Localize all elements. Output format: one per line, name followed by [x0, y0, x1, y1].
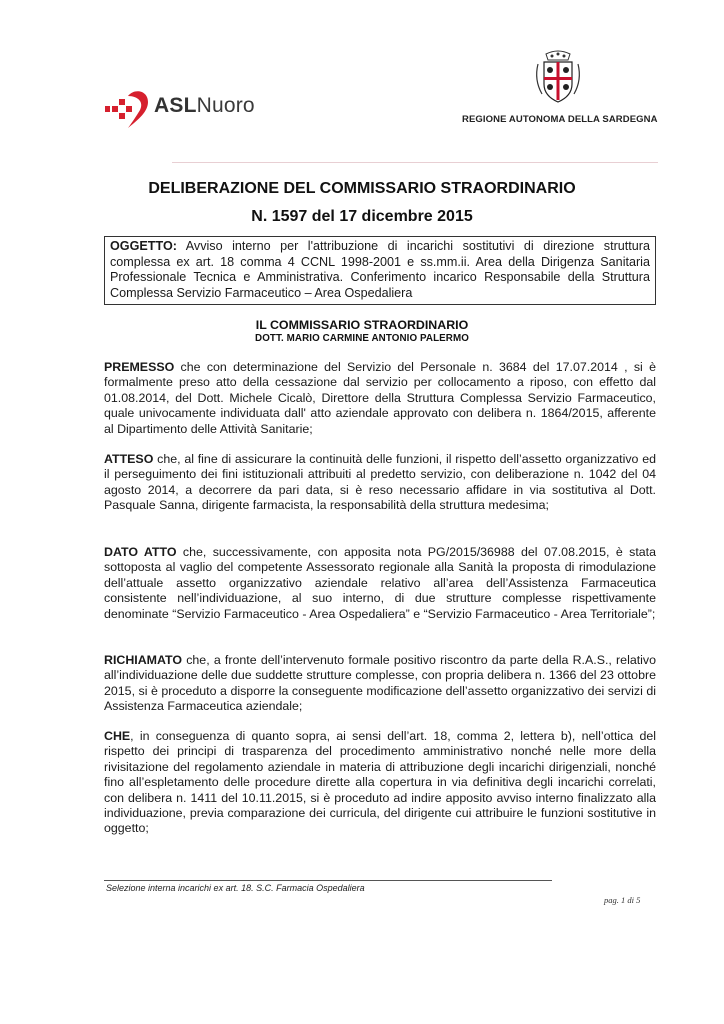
- footer-note: Selezione interna incarichi ex art. 18. S.C. Farmacia Ospedaliera: [106, 883, 365, 893]
- commissioner-name: DOTT. MARIO CARMINE ANTONIO PALERMO: [255, 333, 469, 344]
- region-name: REGIONE AUTONOMA DELLA SARDEGNA: [462, 114, 658, 125]
- footer-divider: [104, 880, 552, 881]
- page-number: pag. 1 di 5: [604, 895, 641, 905]
- deliberation-number: N. 1597 del 17 dicembre 2015: [251, 208, 473, 225]
- regione-sardegna-emblem-icon: [532, 50, 584, 106]
- subject-box: [104, 236, 656, 305]
- document-title: DELIBERAZIONE DEL COMMISSARIO STRAORDINARIO: [148, 180, 576, 197]
- asl-logo-wordmark: ASLNuoro: [154, 94, 255, 117]
- paragraph-dato-atto: DATO ATTO che, successivamente, con apposita nota PG/2015/36988 del 07.08.2015, è stata sottoposta al vaglio del competente Assessorato regionale alla Sanità la proposta di rimodulazione dell’attuale assetto organizzativo aziendale relativo all’area dell’Assistenza Farmaceutica consistente nell’individuazione, al suo interno, di due strutture complesse rispettivamente denominate “Servizio Farmaceutico - Area Ospedaliera” e “Servizio Farmaceutico - Area Territoriale”;: [104, 545, 656, 621]
- paragraph-richiamato: RICHIAMATO che, a fronte dell’intervenuto formale positivo riscontro da parte della R.A.S., relativo all’individuazione delle due suddette strutture complesse, con propria delibera n. 1366 del 23 ottobre 2015, si è proceduto a disporre la conseguente modificazione dell’assetto organizzativo dei servizi di Assistenza Farmaceutica aziendale;: [104, 653, 656, 714]
- paragraph-atteso: ATTESO che, al fine di assicurare la continuità delle funzioni, il rispetto dell’assetto organizzativo ed il perseguimento dei fini istituzionali attribuiti al predetto servizio, con deliberazione n. 1042 del 04 agosto 2014, a decorrere da pari data, si è reso necessario affidare in via sostitutiva al Dott. Pasquale Sanna, dirigente farmacista, la responsabilità della struttura medesima;: [104, 452, 656, 513]
- asl-logo-icon: [104, 86, 150, 132]
- subject-label: OGGETTO:: [110, 239, 177, 253]
- paragraph-che: CHE, in conseguenza di quanto sopra, ai sensi dell’art. 18, comma 2, lettera b), nell’ottica del rispetto dei principi di trasparenza del procedimento amministrativo nonché nelle more della rivisitazione del regolamento aziendale in materia di attribuzione degli incarichi dirigenziali, nonché fino all’espletamento delle procedure dirette alla copertura in via definitiva degli incarichi correlati, con delibera n. 1411 del 10.11.2015, si è proceduto ad indire apposito avviso interno finalizzato alla individuazione, previa comparazione dei curricula, del dirigente cui attribuire le funzioni sostitutive in oggetto;: [104, 729, 656, 836]
- asl-nuoro-logo: [104, 86, 264, 132]
- header-divider: [172, 162, 658, 163]
- commissioner-title: IL COMMISSARIO STRAORDINARIO: [255, 318, 469, 332]
- subject-text: Avviso interno per l'attribuzione di incarichi sostitutivi di direzione struttura complessa ex art. 18 comma 4 CCNL 1998-2001 e ss.mm.ii. Area della Dirigenza Sanitaria Professionale Tecnica e Amministrativa. Conferimento incarico Responsabile della Struttura Complessa Servizio Farmaceutico – Area Ospedaliera: [110, 239, 650, 300]
- paragraph-premesso: PREMESSO che con determinazione del Servizio del Personale n. 3684 del 17.07.2014 , si è formalmente preso atto della cessazione dal servizio per collocamento a riposo, con effetto dal 01.08.2014, del Dott. Michele Cicalò, Direttore della Struttura Complessa Servizio Farmaceutico, quale univocamente individuata dall' atto aziendale approvato con delibera n. 1864/2015, afferente al Dipartimento delle Attività Sanitarie;: [104, 360, 656, 436]
